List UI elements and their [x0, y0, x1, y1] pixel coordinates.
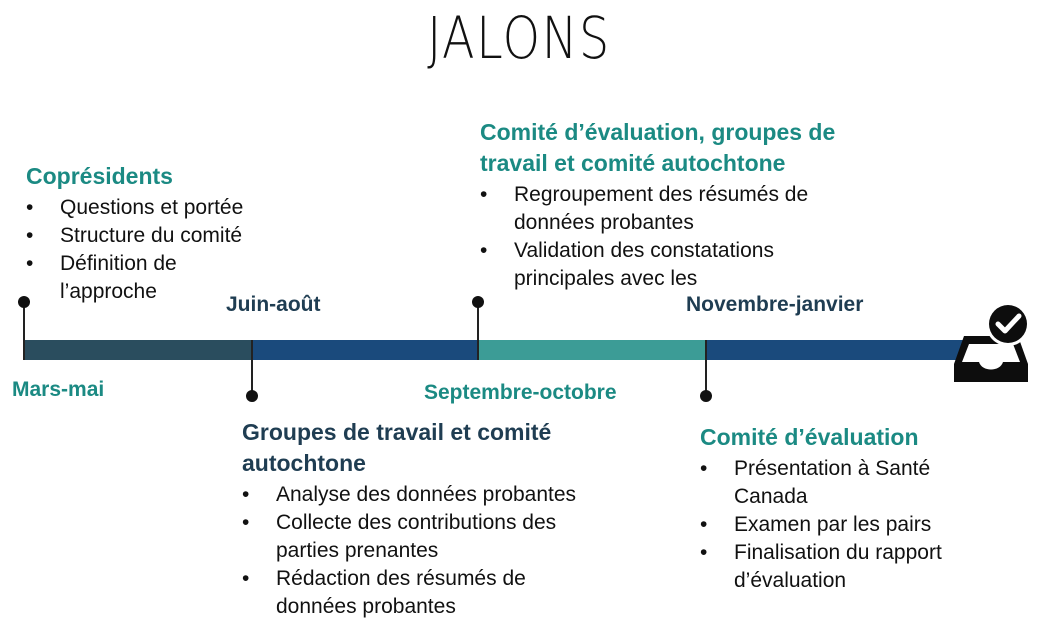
marker-dot-3 — [472, 296, 484, 308]
milestone-heading: Comité d’évaluation — [700, 424, 919, 450]
marker-dot-4 — [700, 390, 712, 402]
timeline-segment-4 — [706, 340, 964, 360]
timeline-segment-2 — [252, 340, 478, 360]
marker-dot-2 — [246, 390, 258, 402]
period-label-4: Novembre-janvier — [686, 293, 864, 316]
list-item: • Regroupement des résumés de données probantes — [480, 181, 864, 237]
list-item: • Validation des constatations principales avec les — [480, 237, 834, 293]
milestone-block-4 — [700, 422, 1000, 595]
milestone-heading: Coprésidents — [26, 163, 173, 189]
inbox-check-icon — [950, 300, 1032, 384]
page-title: JALONS — [427, 4, 611, 72]
marker-line-1 — [23, 302, 25, 360]
milestone-list — [700, 455, 1000, 595]
list-item: • Questions et portée — [26, 194, 266, 222]
period-label-2: Juin-août — [226, 293, 321, 316]
period-label-3: Septembre-octobre — [424, 381, 617, 404]
list-item: • Rédaction des résumés de données probantes — [242, 565, 596, 621]
marker-line-2 — [251, 340, 253, 396]
marker-line-3 — [477, 302, 479, 360]
milestone-block-2 — [242, 417, 622, 621]
period-label-1: Mars-mai — [12, 378, 105, 401]
milestone-list — [26, 194, 266, 306]
list-item: • Examen par les pairs — [700, 511, 1000, 539]
milestone-list — [480, 181, 880, 293]
list-item: • Définition de l’approche — [26, 250, 230, 306]
milestone-heading: Groupes de travail et comité autochtone — [242, 419, 552, 476]
list-item: • Collecte des contributions des parties prenantes — [242, 509, 622, 565]
list-item: • Structure du comité — [26, 222, 266, 250]
milestone-block-1 — [26, 161, 266, 306]
timeline-segment-1 — [24, 340, 252, 360]
list-item: • Présentation à Santé Canada — [700, 455, 974, 511]
marker-line-4 — [705, 340, 707, 396]
list-item: • Analyse des données probantes — [242, 481, 622, 509]
list-item: • Finalisation du rapport d’évaluation — [700, 539, 1004, 595]
milestone-list — [242, 481, 622, 621]
milestone-block-3 — [480, 117, 880, 293]
milestone-heading: Comité d’évaluation, groupes de travail et comité autochtone — [480, 119, 836, 176]
timeline-segment-3 — [478, 340, 706, 360]
